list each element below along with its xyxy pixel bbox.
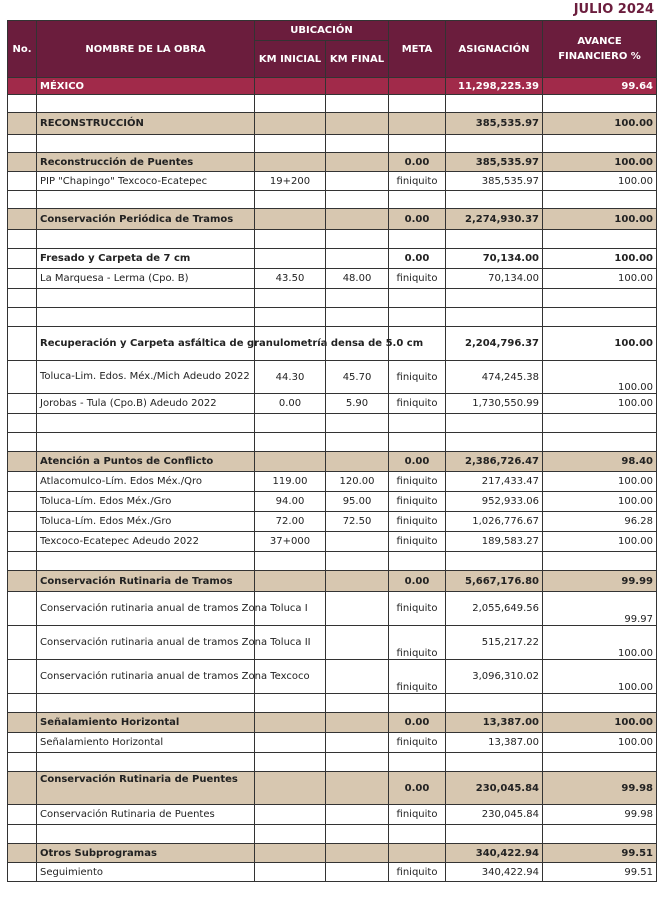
subsection-asignacion: 2,204,796.37 bbox=[446, 327, 543, 361]
section-meta: 0.00 bbox=[389, 571, 446, 592]
work-meta: finiquito bbox=[389, 361, 446, 394]
section-avance: 99.98 bbox=[543, 772, 657, 805]
work-avance: 99.51 bbox=[543, 863, 657, 882]
section-name: Atención a Puntos de Conflicto bbox=[37, 452, 255, 472]
work-asignacion: 2,055,649.56 bbox=[446, 592, 543, 626]
section-name: Conservación Rutinaria de Puentes bbox=[37, 772, 255, 805]
work-meta: finiquito bbox=[389, 863, 446, 882]
work-meta: finiquito bbox=[389, 512, 446, 532]
work-avance: 100.00 bbox=[543, 626, 657, 660]
work-name: Toluca-Lim. Edos. Méx./Mich Adeudo 2022 bbox=[37, 361, 255, 394]
work-asignacion: 189,583.27 bbox=[446, 532, 543, 552]
km-inicial: 0.00 bbox=[255, 394, 326, 414]
work-avance: 100.00 bbox=[543, 532, 657, 552]
section-asignacion: 2,386,726.47 bbox=[446, 452, 543, 472]
work-meta: finiquito bbox=[389, 394, 446, 414]
subsection-meta: 0.00 bbox=[389, 249, 446, 269]
work-name: Toluca-Lím. Edos Méx./Gro bbox=[37, 512, 255, 532]
section-avance: 99.99 bbox=[543, 571, 657, 592]
subsection-name: Recuperación y Carpeta asfáltica de granulometría densa de 5.0 cm bbox=[37, 327, 255, 361]
subsection-avance: 100.00 bbox=[543, 249, 657, 269]
subsection-row bbox=[8, 327, 657, 361]
header-meta: META bbox=[389, 21, 446, 78]
km-final: 5.90 bbox=[326, 394, 389, 414]
section-name: Conservación Rutinaria de Tramos bbox=[37, 571, 255, 592]
table-row bbox=[8, 172, 657, 191]
section-row bbox=[8, 452, 657, 472]
table-row bbox=[8, 733, 657, 753]
table-row bbox=[8, 863, 657, 882]
table-row bbox=[8, 361, 657, 394]
km-inicial: 119.00 bbox=[255, 472, 326, 492]
header-km-final: KM FINAL bbox=[326, 41, 389, 78]
work-name: Conservación rutinaria anual de tramos Zona Toluca II bbox=[37, 626, 255, 660]
works-table bbox=[7, 20, 657, 882]
section-row bbox=[8, 772, 657, 805]
work-name: Conservación rutinaria anual de tramos Zona Texcoco bbox=[37, 660, 255, 694]
km-final: 120.00 bbox=[326, 472, 389, 492]
work-meta: finiquito bbox=[389, 626, 446, 660]
state-asignacion: 11,298,225.39 bbox=[446, 78, 543, 95]
report-date: JULIO 2024 bbox=[573, 2, 654, 17]
section-row bbox=[8, 844, 657, 863]
table-row bbox=[8, 805, 657, 825]
work-meta: finiquito bbox=[389, 532, 446, 552]
work-name: Atlacomulco-Lím. Edos Méx./Qro bbox=[37, 472, 255, 492]
work-asignacion: 230,045.84 bbox=[446, 805, 543, 825]
section-meta: 0.00 bbox=[389, 772, 446, 805]
km-inicial: 19+200 bbox=[255, 172, 326, 191]
work-avance: 96.28 bbox=[543, 512, 657, 532]
table-row bbox=[8, 472, 657, 492]
section-avance: 100.00 bbox=[543, 713, 657, 733]
work-avance: 100.00 bbox=[543, 492, 657, 512]
work-asignacion: 952,933.06 bbox=[446, 492, 543, 512]
work-meta: finiquito bbox=[389, 660, 446, 694]
work-avance: 100.00 bbox=[543, 172, 657, 191]
work-asignacion: 1,026,776.67 bbox=[446, 512, 543, 532]
section-row bbox=[8, 713, 657, 733]
subsection-row bbox=[8, 249, 657, 269]
section-name: Señalamiento Horizontal bbox=[37, 713, 255, 733]
km-final: 72.50 bbox=[326, 512, 389, 532]
km-final bbox=[326, 532, 389, 552]
header-avance: AVANCE FINANCIERO % bbox=[543, 21, 657, 78]
section-row bbox=[8, 113, 657, 135]
km-final: 45.70 bbox=[326, 361, 389, 394]
table-row bbox=[8, 592, 657, 626]
work-name: Conservación Rutinaria de Puentes bbox=[37, 805, 255, 825]
work-meta: finiquito bbox=[389, 592, 446, 626]
subsection-name: Fresado y Carpeta de 7 cm bbox=[37, 249, 255, 269]
section-asignacion: 385,535.97 bbox=[446, 153, 543, 172]
table-row bbox=[8, 660, 657, 694]
header-km-inicial: KM INICIAL bbox=[255, 41, 326, 78]
work-asignacion: 13,387.00 bbox=[446, 733, 543, 753]
table-row bbox=[8, 626, 657, 660]
work-asignacion: 474,245.38 bbox=[446, 361, 543, 394]
section-avance: 100.00 bbox=[543, 113, 657, 135]
header-asignacion: ASIGNACIÓN bbox=[446, 21, 543, 78]
section-meta: 0.00 bbox=[389, 153, 446, 172]
section-meta: 0.00 bbox=[389, 713, 446, 733]
work-meta: finiquito bbox=[389, 733, 446, 753]
work-avance: 100.00 bbox=[543, 472, 657, 492]
section-avance: 100.00 bbox=[543, 153, 657, 172]
work-avance: 100.00 bbox=[543, 269, 657, 289]
work-name: Conservación rutinaria anual de tramos Zona Toluca I bbox=[37, 592, 255, 626]
work-asignacion: 515,217.22 bbox=[446, 626, 543, 660]
table-row bbox=[8, 532, 657, 552]
section-name: Reconstrucción de Puentes bbox=[37, 153, 255, 172]
km-inicial: 72.00 bbox=[255, 512, 326, 532]
work-avance: 100.00 bbox=[543, 733, 657, 753]
header-nombre: NOMBRE DE LA OBRA bbox=[37, 21, 255, 78]
section-avance: 100.00 bbox=[543, 209, 657, 230]
work-avance: 99.98 bbox=[543, 805, 657, 825]
section-asignacion: 2,274,930.37 bbox=[446, 209, 543, 230]
section-asignacion: 13,387.00 bbox=[446, 713, 543, 733]
work-name: Toluca-Lím. Edos Méx./Gro bbox=[37, 492, 255, 512]
work-meta: finiquito bbox=[389, 269, 446, 289]
work-avance: 100.00 bbox=[543, 394, 657, 414]
section-name: RECONSTRUCCIÓN bbox=[37, 113, 255, 135]
km-inicial: 44.30 bbox=[255, 361, 326, 394]
km-final: 95.00 bbox=[326, 492, 389, 512]
subsection-asignacion: 70,134.00 bbox=[446, 249, 543, 269]
section-row bbox=[8, 153, 657, 172]
work-meta: finiquito bbox=[389, 492, 446, 512]
km-final bbox=[326, 172, 389, 191]
table-row bbox=[8, 269, 657, 289]
work-avance: 100.00 bbox=[543, 660, 657, 694]
work-asignacion: 340,422.94 bbox=[446, 863, 543, 882]
work-name: Seguimiento bbox=[37, 863, 255, 882]
header-no: No. bbox=[8, 21, 37, 78]
section-name: Otros Subprogramas bbox=[37, 844, 255, 863]
work-asignacion: 385,535.97 bbox=[446, 172, 543, 191]
section-row bbox=[8, 571, 657, 592]
work-meta: finiquito bbox=[389, 472, 446, 492]
state-avance: 99.64 bbox=[543, 78, 657, 95]
section-asignacion: 5,667,176.80 bbox=[446, 571, 543, 592]
work-name: Texcoco-Ecatepec Adeudo 2022 bbox=[37, 532, 255, 552]
section-meta: 0.00 bbox=[389, 209, 446, 230]
km-inicial: 94.00 bbox=[255, 492, 326, 512]
work-asignacion: 70,134.00 bbox=[446, 269, 543, 289]
work-avance: 99.97 bbox=[543, 592, 657, 626]
work-meta: finiquito bbox=[389, 172, 446, 191]
work-avance: 100.00 bbox=[543, 361, 657, 394]
subsection-avance: 100.00 bbox=[543, 327, 657, 361]
section-asignacion: 385,535.97 bbox=[446, 113, 543, 135]
km-final: 48.00 bbox=[326, 269, 389, 289]
section-meta: 0.00 bbox=[389, 452, 446, 472]
km-inicial: 37+000 bbox=[255, 532, 326, 552]
section-avance: 99.51 bbox=[543, 844, 657, 863]
state-name: MÉXICO bbox=[37, 78, 255, 95]
work-asignacion: 217,433.47 bbox=[446, 472, 543, 492]
section-avance: 98.40 bbox=[543, 452, 657, 472]
table-row bbox=[8, 492, 657, 512]
work-name: La Marquesa - Lerma (Cpo. B) bbox=[37, 269, 255, 289]
work-name: PIP "Chapingo" Texcoco-Ecatepec bbox=[37, 172, 255, 191]
km-inicial: 43.50 bbox=[255, 269, 326, 289]
section-asignacion: 230,045.84 bbox=[446, 772, 543, 805]
work-asignacion: 1,730,550.99 bbox=[446, 394, 543, 414]
table-row bbox=[8, 394, 657, 414]
work-meta: finiquito bbox=[389, 805, 446, 825]
state-row bbox=[8, 78, 657, 95]
table-row bbox=[8, 512, 657, 532]
section-row bbox=[8, 209, 657, 230]
work-name: Señalamiento Horizontal bbox=[37, 733, 255, 753]
section-name: Conservación Periódica de Tramos bbox=[37, 209, 255, 230]
work-asignacion: 3,096,310.02 bbox=[446, 660, 543, 694]
header-ubicacion: UBICACIÓN bbox=[255, 21, 389, 41]
work-name: Jorobas - Tula (Cpo.B) Adeudo 2022 bbox=[37, 394, 255, 414]
section-asignacion: 340,422.94 bbox=[446, 844, 543, 863]
